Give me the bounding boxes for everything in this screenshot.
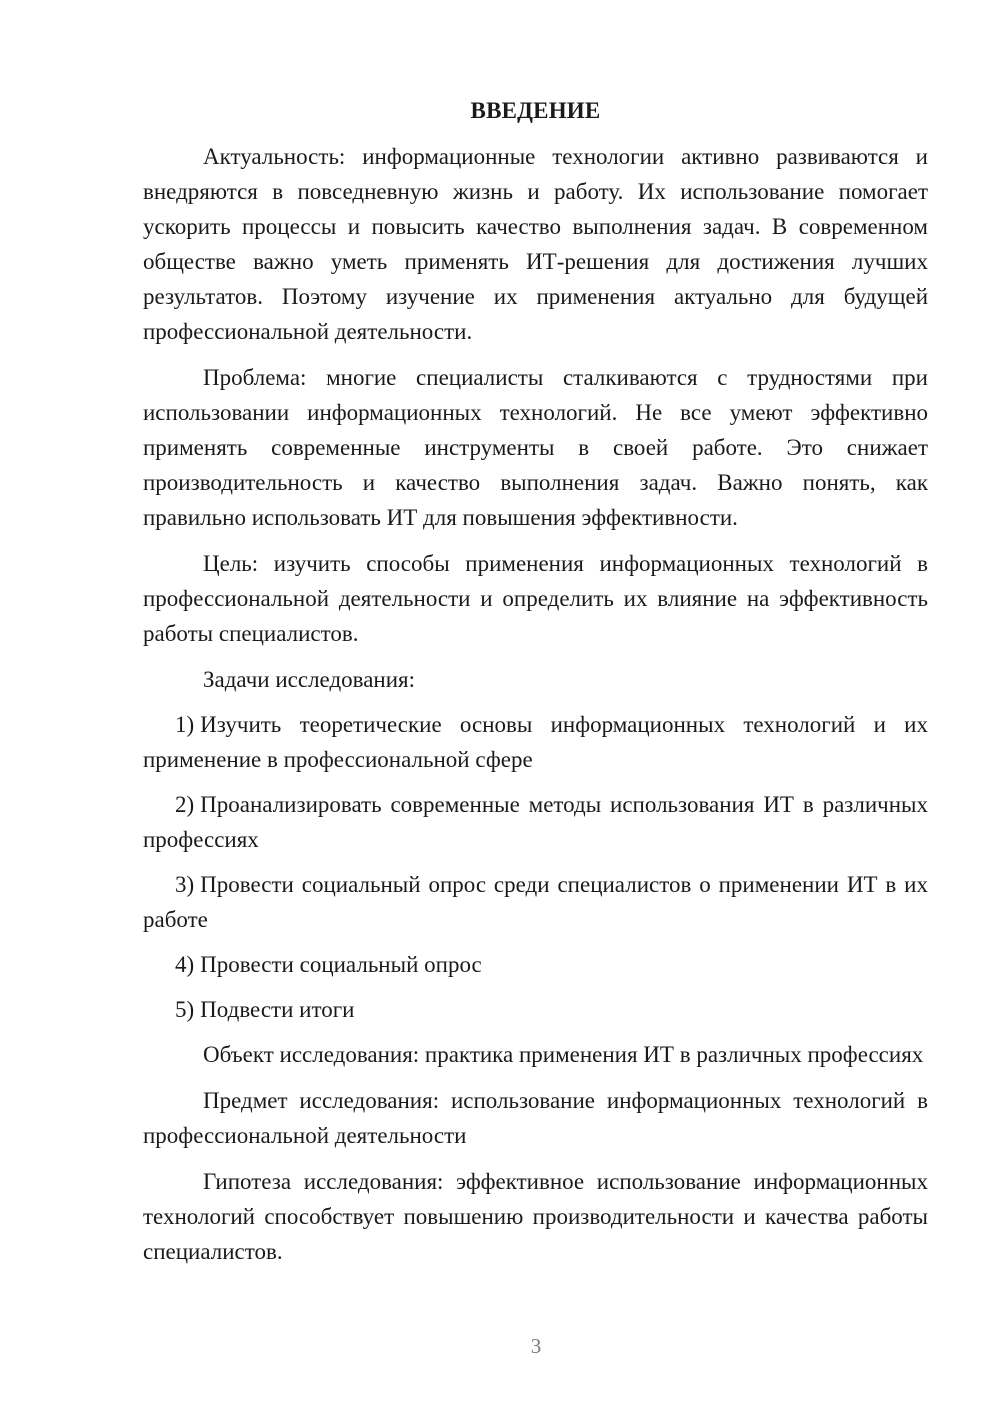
document-page [143, 96, 928, 1280]
hypothesis-paragraph: Гипотеза исследования: эффективное использование информационных технологий способствует повышению производительности и качества работы специалистов. [143, 1169, 928, 1264]
list-item-number: 3) [175, 872, 195, 897]
list-item-text: Провести социальный опрос [200, 952, 482, 977]
goal-paragraph: Цель: изучить способы применения информационных технологий в профессиональной деятельности и определить их влияние на эффективность работы специалистов. [143, 551, 928, 646]
tasks-list [143, 707, 928, 1027]
list-item-number: 4) [175, 952, 195, 977]
list-item-number: 2) [175, 792, 195, 817]
page-title: ВВЕДЕНИЕ [470, 98, 601, 123]
list-item [143, 867, 928, 937]
list-item-text: Подвести итоги [200, 997, 355, 1022]
list-item [143, 947, 928, 982]
problem-paragraph: Проблема: многие специалисты сталкиваются с трудностями при использовании информационных технологий. Не все умеют эффективно применять современные инструменты в своей работе. Это снижает производительность и качество выполнения задач. Важно понять, как правильно использовать ИТ для повышения эффективности. [143, 365, 928, 530]
subject-paragraph: Предмет исследования: использование информационных технологий в профессиональной деятельности [143, 1088, 928, 1148]
list-item-number: 5) [175, 997, 195, 1022]
tasks-label: Задачи исследования: [203, 667, 416, 692]
list-item-text: Изучить теоретические основы информационных технологий и их применение в профессиональной сфере [143, 712, 928, 772]
page-number: 3 [530, 1334, 542, 1358]
object-paragraph: Объект исследования: практика применения ИТ в различных профессиях [203, 1042, 924, 1067]
list-item [143, 707, 928, 777]
list-item [143, 992, 928, 1027]
relevance-paragraph: Актуальность: информационные технологии активно развиваются и внедряются в повседневную жизнь и работу. Их использование помогает ускорить процессы и повысить качество выполнения задач. В современном обществе важно уметь применять ИТ-решения для достижения лучших результатов. Поэтому изучение их применения актуально для будущей профессиональной деятельности. [143, 144, 928, 344]
list-item [143, 787, 928, 857]
list-item-text: Провести социальный опрос среди специалистов о применении ИТ в их работе [143, 872, 928, 932]
list-item-text: Проанализировать современные методы использования ИТ в различных профессиях [143, 792, 928, 852]
list-item-number: 1) [175, 712, 195, 737]
